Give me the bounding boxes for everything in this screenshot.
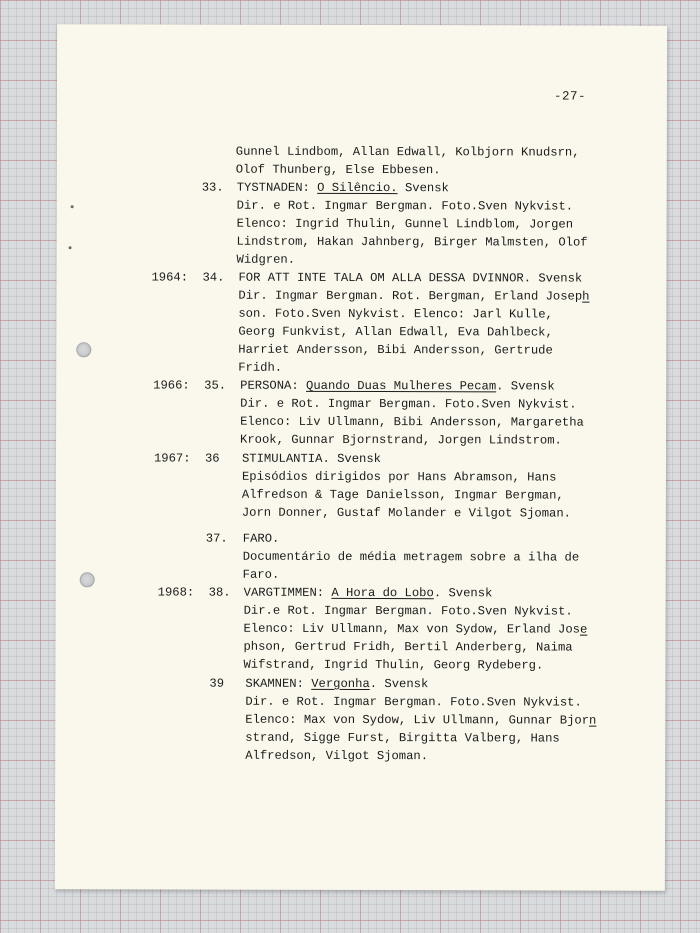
underlined-letter: n <box>589 713 597 728</box>
entry-number: 37. <box>205 531 228 546</box>
underlined-letter: h <box>582 289 590 304</box>
text-line: Dir. e Rot. Ingmar Bergman. Foto.Sven Nykvist. <box>245 694 582 710</box>
portuguese-title: Quando Duas Mulheres Pecam <box>306 378 497 394</box>
entry-number: 34. <box>202 270 225 285</box>
entry-title-line: STIMULANTIA. Svensk <box>241 451 381 467</box>
portuguese-title: O Silêncio. <box>317 180 398 196</box>
document-page <box>55 24 667 891</box>
original-title: PERSONA: <box>240 378 299 393</box>
text-line: Documentário de média metragem sobre a ilha de <box>242 549 580 565</box>
punch-hole-bottom <box>80 572 95 587</box>
text-line: Episódios dirigidos por Hans Abramson, Hans <box>241 469 557 485</box>
text-line: Fridh. <box>238 360 283 375</box>
text-line: Widgren. <box>236 252 296 267</box>
text-line: Dir. e Rot. Ingmar Bergman. Foto.Sven Nykvist. <box>240 396 577 412</box>
entry-title-line <box>245 675 428 693</box>
entry-number: 38. <box>208 585 231 600</box>
page-number: -27- <box>553 89 586 104</box>
entry-year: 1968: <box>157 585 195 600</box>
entry-number: 33. <box>201 180 224 195</box>
text-line: strand, Sigge Furst, Birgitta Valberg, Hans <box>245 730 560 746</box>
text-line: Faro. <box>242 567 280 582</box>
language: . Svensk <box>496 379 555 394</box>
language: . Svensk <box>433 586 493 601</box>
underlined-letter: e <box>579 622 588 637</box>
original-title: VARGTIMMEN: <box>243 585 325 600</box>
original-title: TYSTNADEN: <box>236 180 310 195</box>
text-line: Georg Funkvist, Allan Edwall, Eva Dahlbeck, <box>238 324 553 340</box>
entry-year: 1967: <box>153 451 191 466</box>
text-line: Elenco: Ingrid Thulin, Gunnel Lindblom, Jorgen <box>236 216 574 232</box>
text-segment: Dir. Ingmar Bergman. Rot. Bergman, Erland Josep <box>238 288 583 304</box>
text-line: son. Foto.Sven Nykvist. Elenco: Jarl Kulle, <box>238 306 553 322</box>
text-segment: Elenco: Liv Ullmann, Max von Sydow, Erland Jos <box>243 621 581 637</box>
portuguese-title: Vergonha <box>311 676 370 692</box>
entry-number: 36 <box>204 451 220 466</box>
text-line: Dir.e Rot. Ingmar Bergman. Foto.Sven Nykvist. <box>243 603 573 619</box>
original-title: SKAMNEN: <box>245 676 304 691</box>
entry-title-line <box>240 377 555 396</box>
text-line: phson, Gertrud Fridh, Bertil Anderberg, Naima <box>243 639 573 655</box>
entry-title-line: FOR ATT INTE TALA OM ALLA DESSA DVINNOR. Svensk <box>238 270 583 286</box>
text-line: Olof Thunberg, Else Ebbesen. <box>235 162 441 178</box>
text-line: Dir. e Rot. Ingmar Bergman. Foto.Sven Nykvist. <box>236 198 574 214</box>
entry-year: 1964: <box>151 270 189 285</box>
entry-number: 39 <box>209 676 225 691</box>
text-line <box>238 287 589 306</box>
text-line: Gunnel Lindbom, Allan Edwall, Kolbjorn Knudsrn, <box>235 144 580 160</box>
paper-mark <box>69 246 72 249</box>
entry-title-line <box>244 584 493 603</box>
text-line: Lindstrom, Hakan Jahnberg, Birger Malmsten, Olof <box>236 234 588 250</box>
language: . Svensk <box>369 677 429 692</box>
language: Svensk <box>404 181 449 196</box>
entry-title-line <box>237 179 449 198</box>
paper-mark <box>71 205 74 208</box>
text-line <box>244 620 588 639</box>
text-line: Wifstrand, Ingrid Thulin, Georg Rydeberg. <box>243 657 544 673</box>
portuguese-title: A Hora do Lobo <box>331 585 434 601</box>
text-line: Harriet Andersson, Bibi Andersson, Gertrude <box>238 342 553 358</box>
text-line: Alfredson, Vilgot Sjoman. <box>245 748 429 764</box>
text-line: Jorn Donner, Gustaf Molander e Vilgot Sjoman. <box>241 505 571 521</box>
entry-year: 1966: <box>153 378 190 393</box>
entry-title-line: FARO. <box>242 531 280 546</box>
text-line: Alfredson & Tage Danielsson, Ingmar Bergman, <box>241 487 564 503</box>
text-line: Krook, Gunnar Bjornstrand, Jorgen Lindstrom. <box>240 432 562 448</box>
punch-hole-top <box>76 342 91 357</box>
text-line <box>245 711 596 730</box>
entry-number: 35. <box>204 378 227 393</box>
text-segment: Elenco: Max von Sydow, Liv Ullmann, Gunnar Bjor <box>245 712 590 728</box>
text-line: Elenco: Liv Ullmann, Bibi Andersson, Margaretha <box>240 414 584 430</box>
